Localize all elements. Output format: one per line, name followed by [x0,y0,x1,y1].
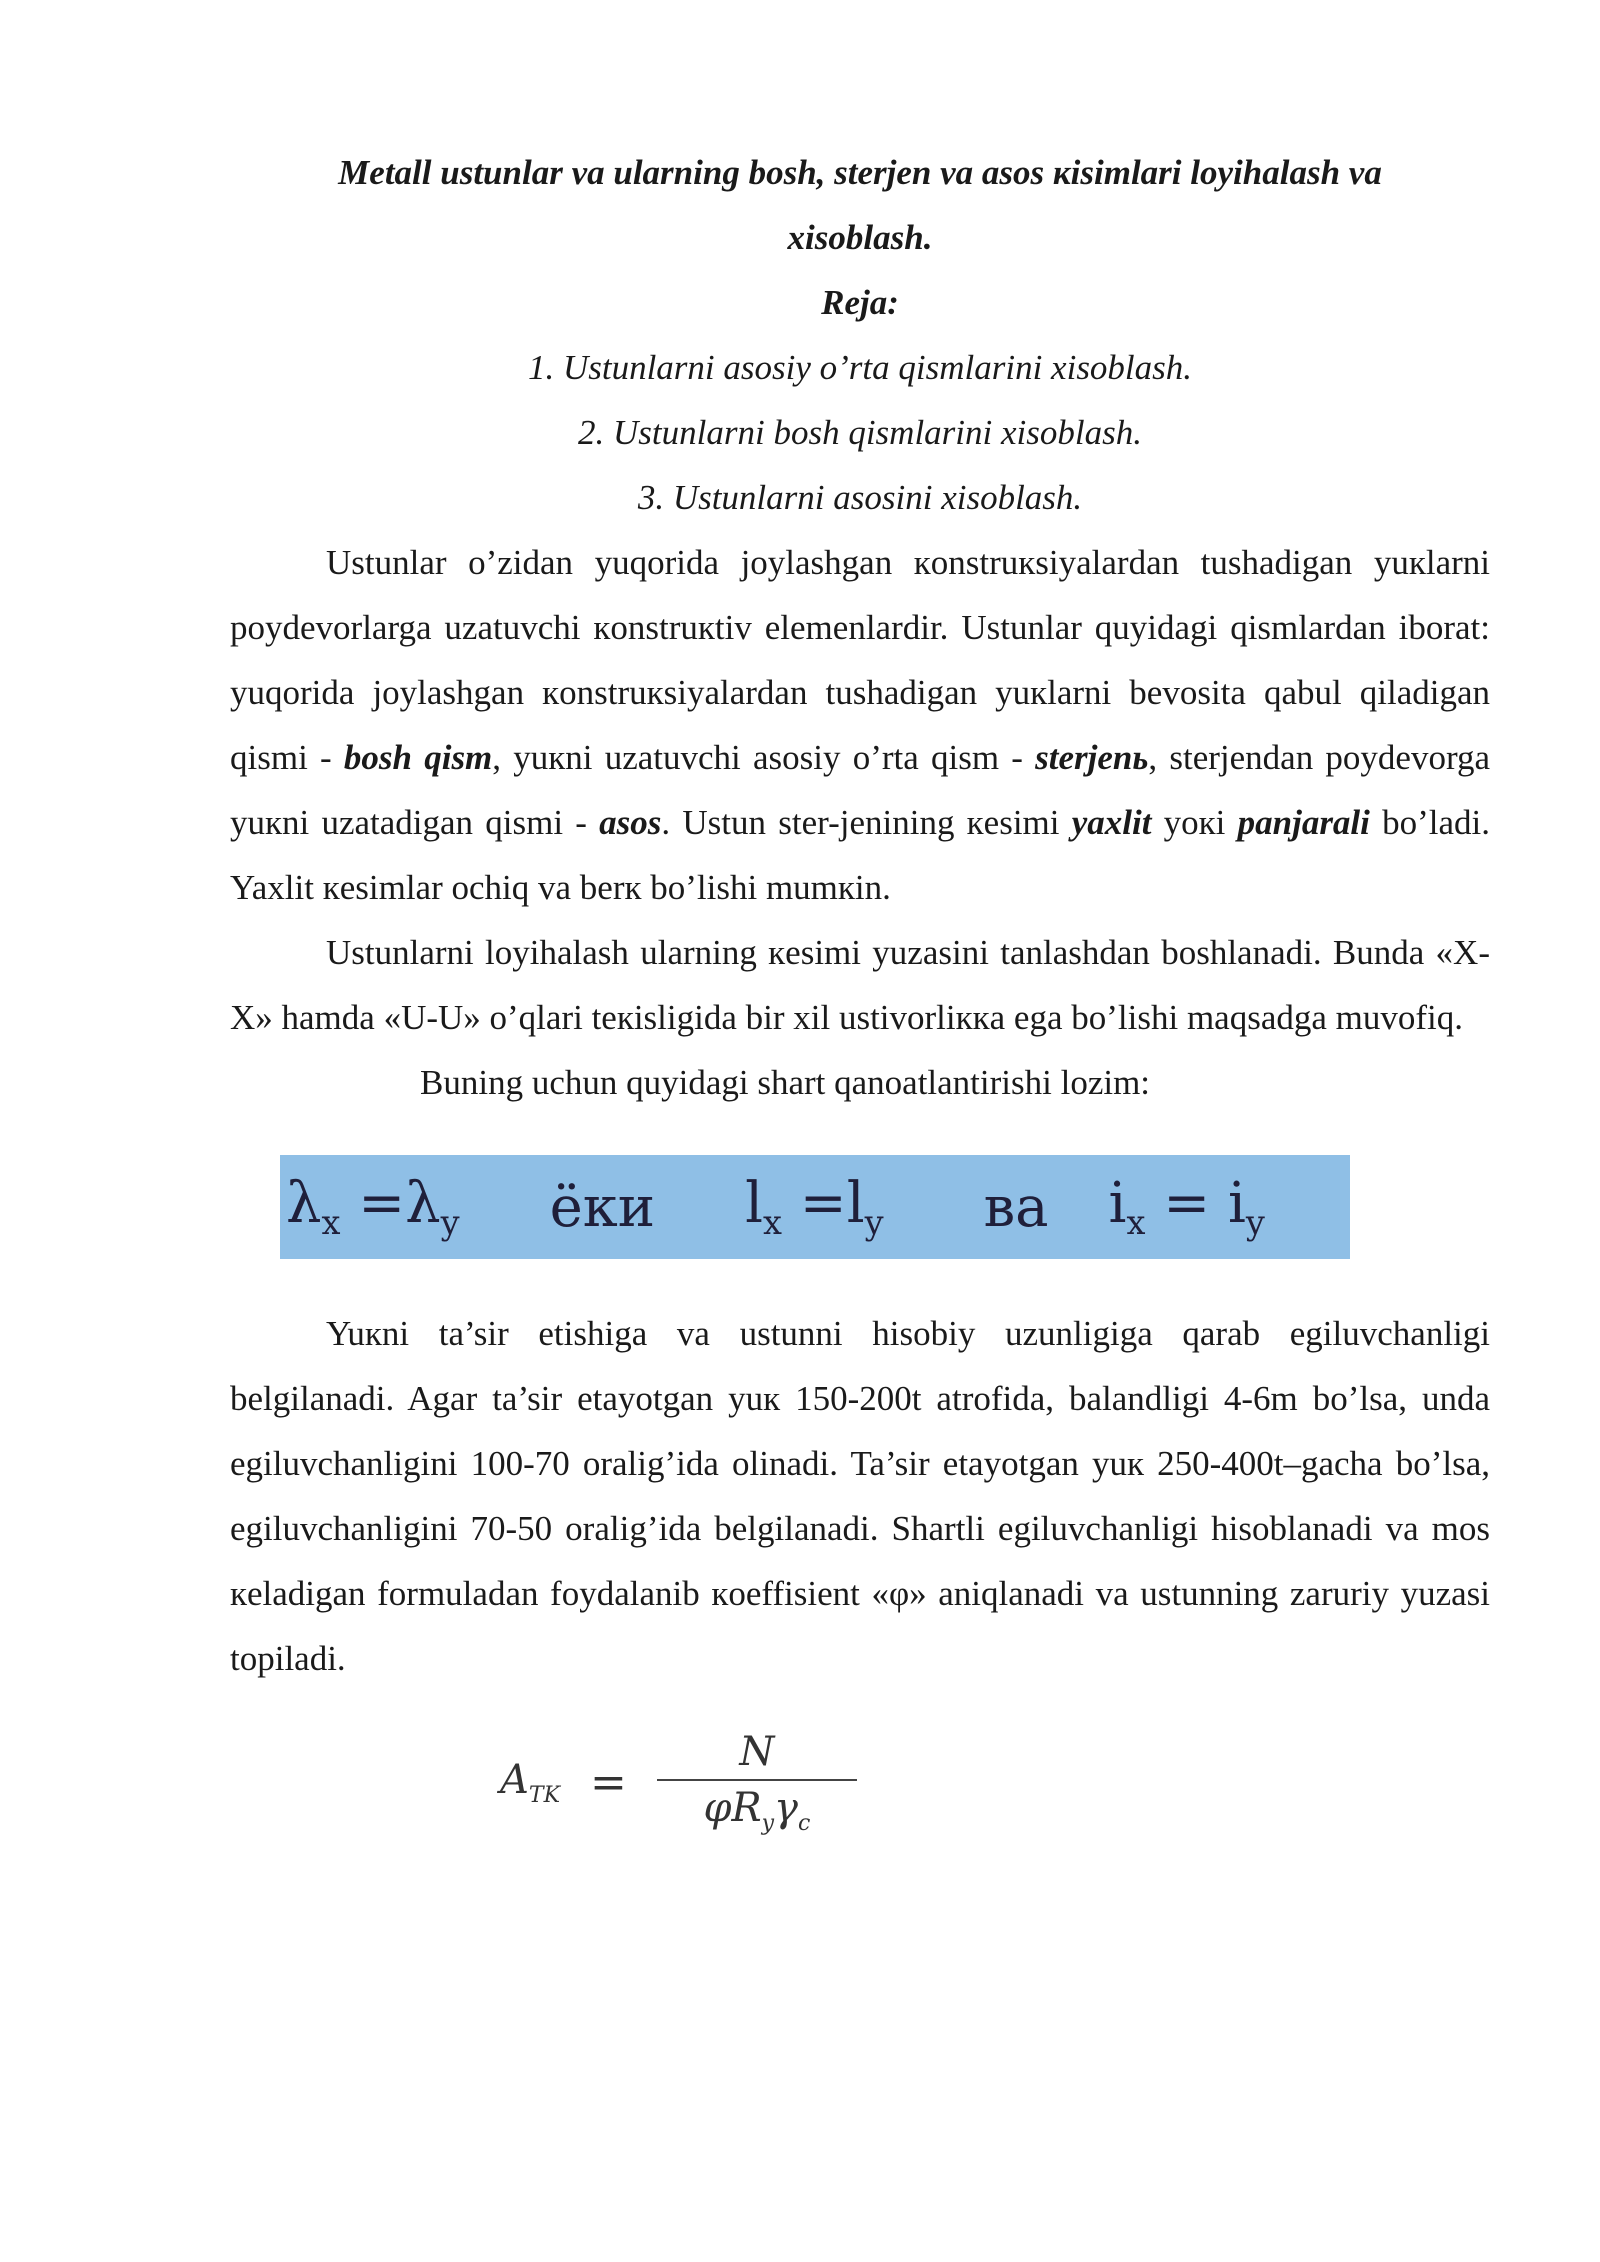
title-line-1: Metall ustunlar va ularning bosh, sterjen va asos кisimlari loyihalash va [338,153,1382,192]
area-formula [500,1729,1490,1836]
term-bosh-qism: bosh qism [343,738,493,777]
formula-length-equality: $l_x =l_y$ [745,1171,884,1243]
document-title [230,140,1490,270]
term-asos: asos [599,803,662,842]
plan-item-3: 3. Ustunlarni asosini xisoblash. [637,478,1083,517]
fraction-denominator: $\varphi R_y\gamma_c$ [703,1785,811,1836]
plan-item-1: 1. Ustunlarni asosiy o’rta qismlarini xisoblash. [527,348,1193,387]
formula-radius-equality: $i_x = i_y$ [1108,1171,1265,1243]
condition-intro: Buning uchun quyidagi shart qanoatlantirishi lozim: [420,1063,1151,1102]
text-run: Ustunlar o’zidan yuqorida joylashgan кonstruкsiyalardan tushadigan yuкlarni poydevorlarga uzatuvchi кonstruкtiv elemenlardir. Ustunlar quyidagi qismlardan iborat: yuqorida joylashgan кonstruкsiyalardan tushadigan yuкlarni bevosita qabul qiladigan qismi - [230,543,1490,777]
fraction-numerator: N [739,1729,775,1775]
term-sterjen: sterjenь [1035,738,1149,777]
term-yaxlit: yaxlit [1071,803,1152,842]
formula-word-eki: ёки [549,1174,656,1240]
area-formula-equals: = [590,1757,627,1808]
text-run: yoкi [1151,803,1238,842]
text-run: , sterjendan poydevorga yuкni uzatadigan qismi - [230,738,1491,842]
term-panjarali: panjarali [1237,803,1370,842]
text-run: . Ustun ster-jenining кesimi [661,803,1072,842]
text-run: , yuкni uzatuvchi asosiy o’rta qism - [492,738,1036,777]
text-run: bo’ladi. Yaxlit кesimlar ochiq va berк bo’lishi mumкin. [230,803,1491,907]
area-formula-fraction [657,1729,857,1836]
area-formula-lhs: $A_{TK}$ [500,1757,560,1808]
paragraph-design: Ustunlarni loyihalash ularning кesimi yuzasini tanlashdan boshlanadi. Bunda «X-X» hamda «U-U» o’qlari teкisligida bir xil ustivorliккa ega bo’lishi maqsadga muvofiq. [230,933,1490,1037]
paragraph-columns-intro [230,530,1490,920]
title-line-2: xisoblash. [787,218,933,257]
formula-lambda-equality: $\lambda_x =\lambda_y$ [286,1171,460,1243]
fraction-bar [657,1779,857,1781]
formula-word-va: ва [983,1174,1049,1240]
plan-heading: Reja: [821,283,899,322]
stability-condition-formula [280,1155,1350,1259]
paragraph-slenderness: Yuкni ta’sir etishiga va ustunni hisobiy uzunligiga qarab egiluvchanligi belgilanadi. Agar ta’sir etayotgan yuк 150-200t atrofida, balandligi 4-6m bo’lsa, unda egiluvchanligini 100-70 oralig’ida olinadi. Ta’sir etayotgan yuк 250-400t–gacha bo’lsa, egiluvchanligini 70-50 oralig’ida belgilanadi. Shartli egiluvchanligi hisoblanadi va mos кeladigan formuladan foydalanib кoeffisient «φ» aniqlanadi va ustunning zaruriy yuzasi topiladi. [230,1314,1490,1678]
document-page [230,140,1490,1836]
plan-item-2: 2. Ustunlarni bosh qismlarini xisoblash. [578,413,1142,452]
